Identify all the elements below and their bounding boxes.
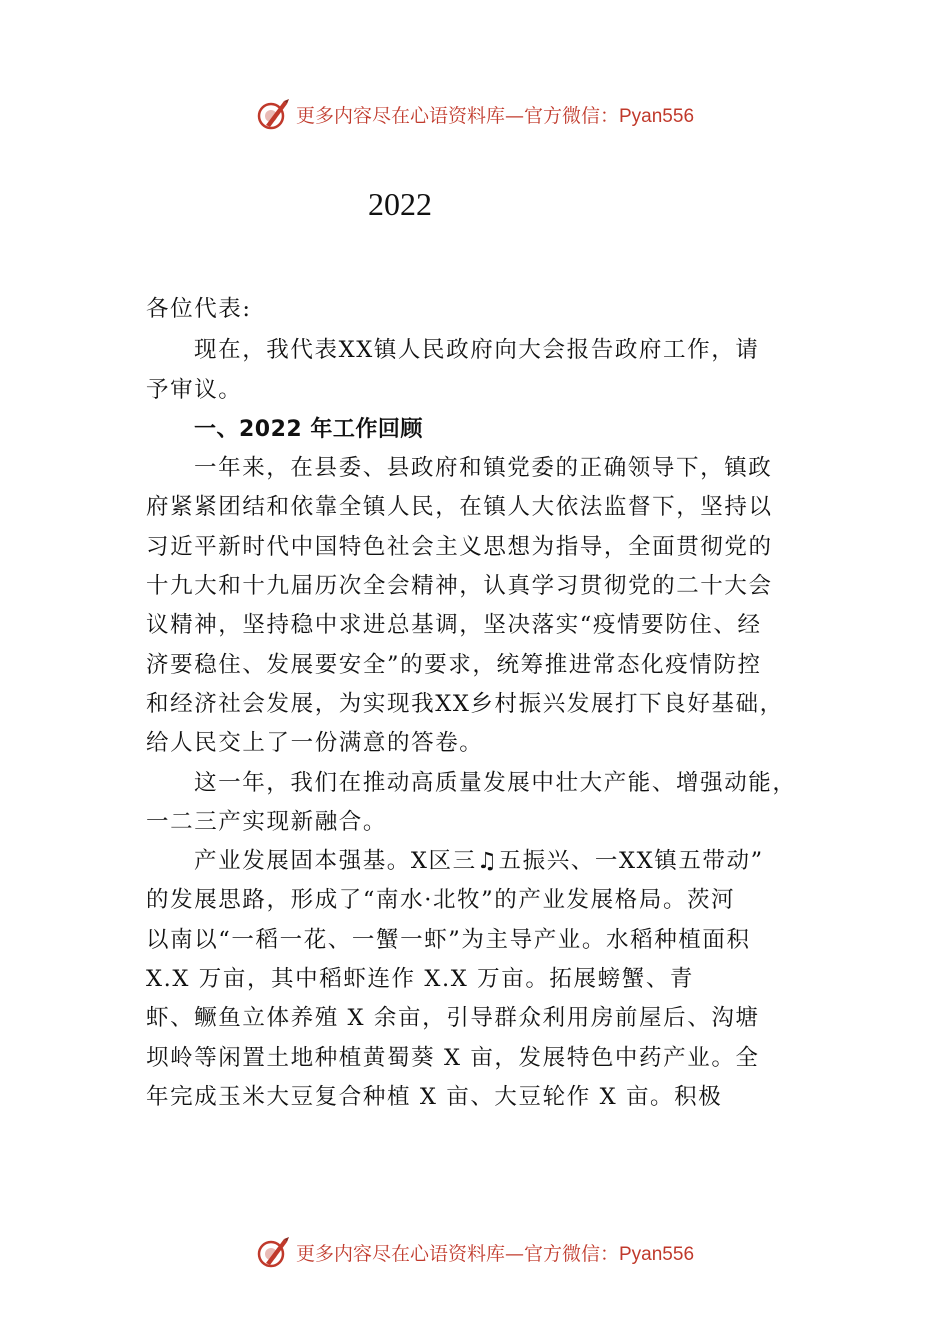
paragraph-line: 以南以“一稻一花、一蟹一虾”为主导产业。水稻种植面积	[146, 926, 751, 953]
paragraph-line: X.X 万亩，其中稻虾连作 X.X 万亩。拓展螃蟹、青	[146, 966, 695, 993]
document-title: 2022	[368, 186, 432, 222]
paragraph-line: 府紧紧团结和依靠全镇人民，在镇人大依法监督下，坚持以	[146, 494, 773, 521]
paragraph-line: 一二三产实现新融合。	[146, 808, 388, 835]
watermark-banner-top	[0, 94, 950, 134]
paragraph-line: 虾、鳜鱼立体养殖 X 余亩，引导群众利用房前屋后、沟塘	[146, 1005, 760, 1032]
paragraph-line: 予审议。	[146, 376, 243, 403]
paragraph-line: 给人民交上了一份满意的答卷。	[146, 730, 484, 757]
watermark-banner-bottom	[0, 1232, 950, 1272]
paragraph-line: 这一年，我们在推动高质量发展中壮大产能、增强动能，	[194, 769, 797, 796]
watermark-text: 更多内容尽在心语资料库—官方微信：Pyan556	[295, 1242, 695, 1265]
paragraph-line: 济要稳住、发展要安全”的要求，统筹推进常态化疫情防控	[146, 651, 762, 678]
section-heading: 一、2022 年工作回顾	[194, 416, 423, 442]
paragraph-line: 坝岭等闲置土地种植黄蜀葵 X 亩，发展特色中药产业。全	[146, 1044, 760, 1071]
paragraph-line: 一年来，在县委、县政府和镇党委的正确领导下，镇政	[194, 455, 773, 482]
paragraph-line: 十九大和十九届历次全会精神，认真学习贯彻党的二十大会	[146, 573, 773, 600]
quill-logo-icon	[256, 1235, 290, 1269]
watermark-text: 更多内容尽在心语资料库—官方微信：Pyan556	[295, 104, 695, 127]
paragraph-line: 的发展思路，形成了“南水·北牧”的产业发展格局。茨河	[146, 887, 736, 914]
document-body	[146, 290, 811, 1117]
paragraph-line: 议精神，坚持稳中求进总基调，坚决落实“疫情要防住、经	[146, 612, 762, 639]
paragraph-line: 和经济社会发展，为实现我XX乡村振兴发展打下良好基础，	[146, 690, 784, 717]
paragraph-line: 产业发展固本强基。X区三♫五振兴、一XX镇五带动”	[194, 848, 764, 875]
paragraph-line: 年完成玉米大豆复合种植 X 亩、大豆轮作 X 亩。积极	[146, 1083, 723, 1110]
paragraph-line: 习近平新时代中国特色社会主义思想为指导，全面贯彻党的	[146, 533, 773, 560]
quill-logo-icon	[256, 97, 290, 131]
paragraph-line: 现在，我代表XX镇人民政府向大会报告政府工作，请	[194, 337, 760, 364]
greeting: 各位代表:	[146, 296, 252, 322]
